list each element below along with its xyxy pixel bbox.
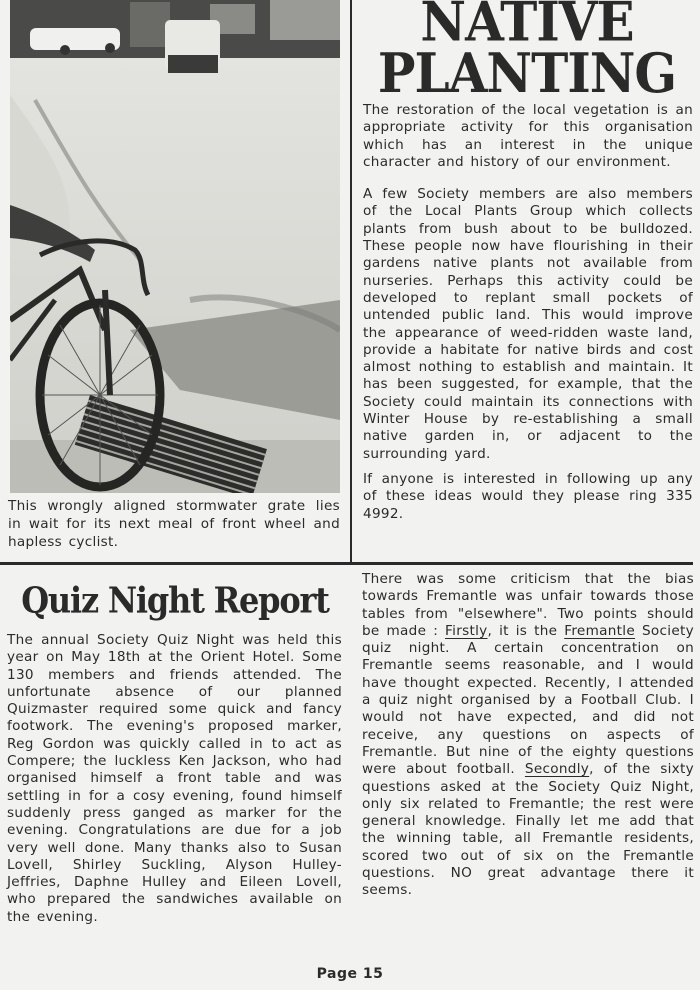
text-run: Society quiz night. A certain concentration on Fremantle seems reasonable, and I would have thought expected. Recently, I attended a quiz night organised by a Football Club. I would not have expected, and did not receive, any questions on aspects of Fremantle. But nine of the eighty questions were about football. (362, 622, 694, 778)
quiz-night-heading: Quiz Night Report (21, 579, 329, 622)
native-planting-article (363, 102, 693, 531)
quiz-night-article-right (362, 571, 694, 908)
article-paragraph (362, 571, 694, 900)
text-run: There was some criticism that the bias towards Fremantle was unfair towards those tables from "elsewhere". Two points should be made : (362, 571, 694, 639)
native-planting-heading (362, 0, 692, 106)
underlined-secondly: Secondly (524, 761, 590, 778)
article-paragraph: The restoration of the local vegetation is an appropriate activity for this organisation which has an interest in the unique character and history of our environment. (363, 102, 693, 170)
text-run: , of the sixty questions asked at the Society Quiz Night, only six related to Fremantle; the rest were general knowledge. Finally let me add that the winning table, all Fremantle residents, scored two out of six on the Fremantle questions. NO great advantage there it seems. (362, 761, 694, 899)
photo-caption: This wrongly aligned stormwater grate lies in wait for its next meal of front wheel and hapless cyclist. (8, 498, 340, 550)
page-number: Page 15 (316, 966, 384, 982)
text-run: , it is the (487, 622, 565, 639)
quiz-night-article-left (7, 632, 342, 934)
underlined-firstly: Firstly (445, 622, 488, 639)
underlined-fremantle: Fremantle (564, 622, 636, 639)
article-paragraph: A few Society members are also members of the Local Plants Group which collects plants from bush about to be bulldozed. These people now have flourishing in their gardens native plants not available from nurseries. Perhaps this activity could be developed to replant small pockets of untended public land. This would improve the appearance of weed-ridden waste land, provide a habitate for native birds and cost almost nothing to establish and maintain. It has been suggested, for example, that the Society could maintain its connections with Winter House by re-establishing a small native garden in, or adjacent to the surrounding yard. (363, 186, 693, 462)
article-paragraph: If anyone is interested in following up any of these ideas would they please ring 335 4992. (363, 470, 693, 522)
photo-illustration (10, 0, 340, 493)
stormwater-grate-photo (10, 0, 340, 493)
section-divider (0, 562, 693, 565)
heading-line-2: PLANTING (377, 41, 677, 106)
article-paragraph: The annual Society Quiz Night was held this year on May 18th at the Orient Hotel. Some 130 members and friends attended. The unfortunate absence of our planned Quizmaster required some quick and fancy footwork. The evening's proposed marker, Reg Gordon was quickly called in to act as Compere; the luckless Ken Jackson, who had organised himself a front table and was settling in for a cosy evening, found himself suddenly press ganged as marker for the evening. Congratulations are due for a job very well done. Many thanks also to Susan Lovell, Shirley Suckling, Alyson Hulley-Jeffries, Daphne Hulley and Eileen Lovell, who prepared the sandwiches available on the evening. (7, 632, 342, 925)
heading-line-1: NATIVE (420, 0, 634, 54)
column-divider (350, 0, 352, 565)
